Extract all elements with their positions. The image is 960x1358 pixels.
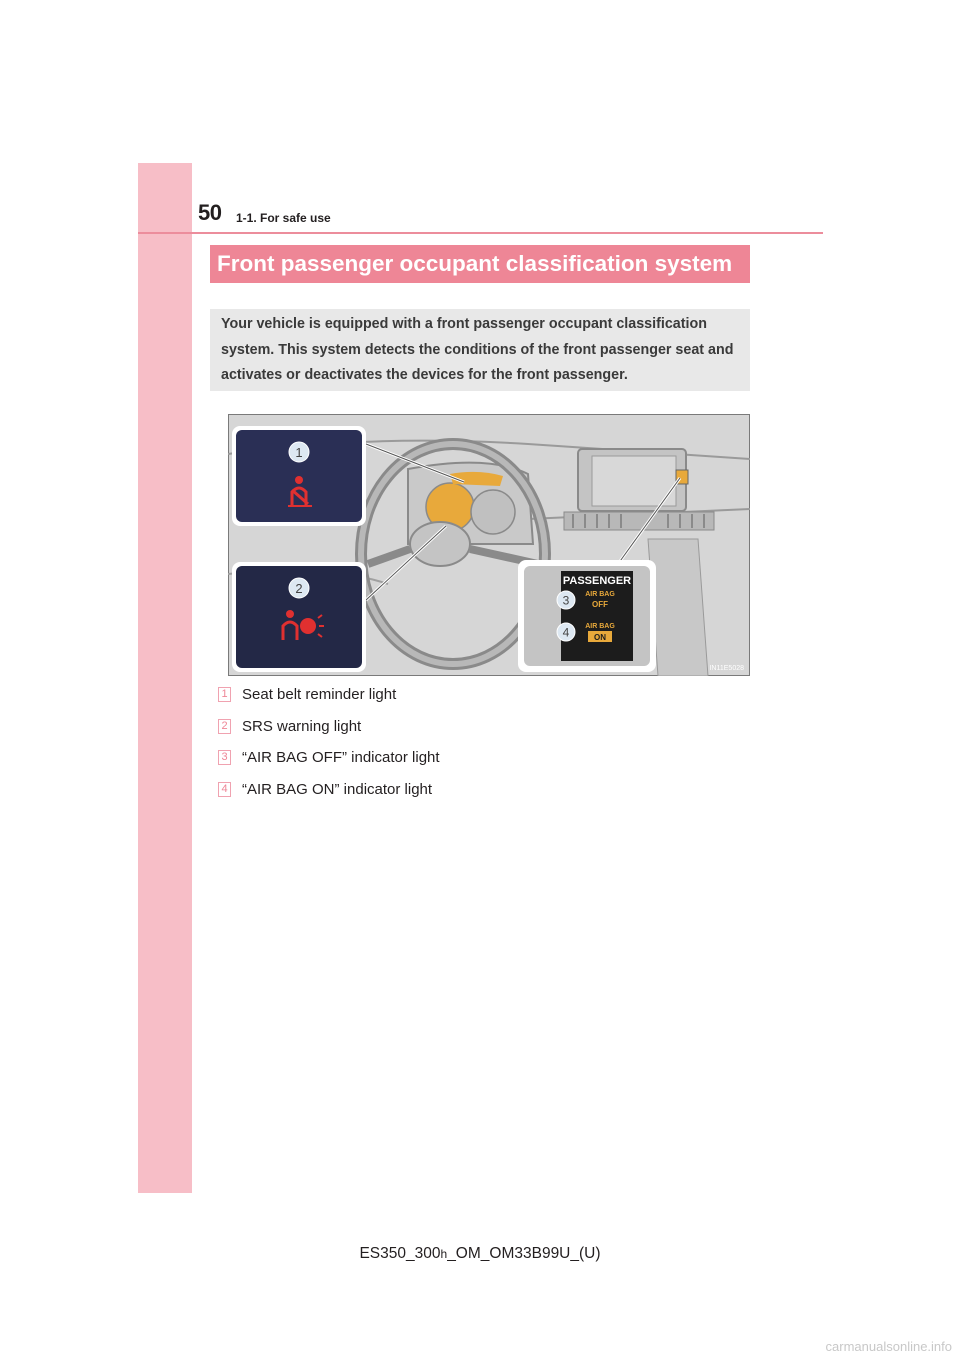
legend-item (218, 774, 440, 806)
watermark: carmanualsonline.info (825, 1339, 952, 1354)
center-console (648, 539, 708, 676)
legend-number-4: 4 (218, 782, 231, 797)
callout-3: 3 (562, 593, 570, 608)
section-heading: 1-1. For safe use (236, 211, 331, 225)
steering-wheel-hub (410, 522, 470, 566)
legend-list (218, 679, 440, 805)
airbag-on-label-2: ON (594, 633, 606, 642)
footer-model-h: h (440, 1247, 448, 1261)
speedometer-gauge (471, 490, 515, 534)
chapter-side-tab (138, 163, 192, 1193)
legend-text-3: “AIR BAG OFF” indicator light (242, 749, 440, 767)
footer-model-code (0, 1245, 960, 1263)
passenger-label: PASSENGER (562, 575, 632, 587)
legend-item (218, 711, 440, 743)
callout-2: 2 (295, 581, 303, 596)
dashboard-figure (228, 414, 750, 676)
callout-4: 4 (562, 625, 570, 640)
legend-text-4: “AIR BAG ON” indicator light (242, 780, 433, 798)
legend-number-2: 2 (218, 719, 231, 734)
header-rule (138, 232, 823, 234)
legend-item (218, 742, 440, 774)
airbag-off-label-1: AIR BAG (585, 591, 615, 598)
page-number: 50 (198, 200, 222, 225)
airbag-on-label-1: AIR BAG (585, 623, 615, 630)
callout-1: 1 (295, 445, 303, 460)
legend-item (218, 679, 440, 711)
footer-model-pre: ES350_300 (359, 1245, 441, 1262)
legend-text-2: SRS warning light (242, 717, 362, 735)
footer-model-post: _OM_OM33B99U_(U) (447, 1245, 601, 1262)
airbag-off-label-2: OFF (592, 600, 608, 609)
intro-paragraph: Your vehicle is equipped with a front passenger occupant classification system. This system detects the conditions of the front passenger seat and activates or deactivates the devices for the front passenger. (210, 309, 750, 391)
legend-number-1: 1 (218, 687, 231, 702)
figure-code: IN11E5028 (709, 665, 744, 672)
page-title: Front passenger occupant classification system (210, 245, 750, 283)
dashboard-illustration (228, 414, 750, 676)
legend-text-1: Seat belt reminder light (242, 686, 397, 704)
legend-number-3: 3 (218, 750, 231, 765)
